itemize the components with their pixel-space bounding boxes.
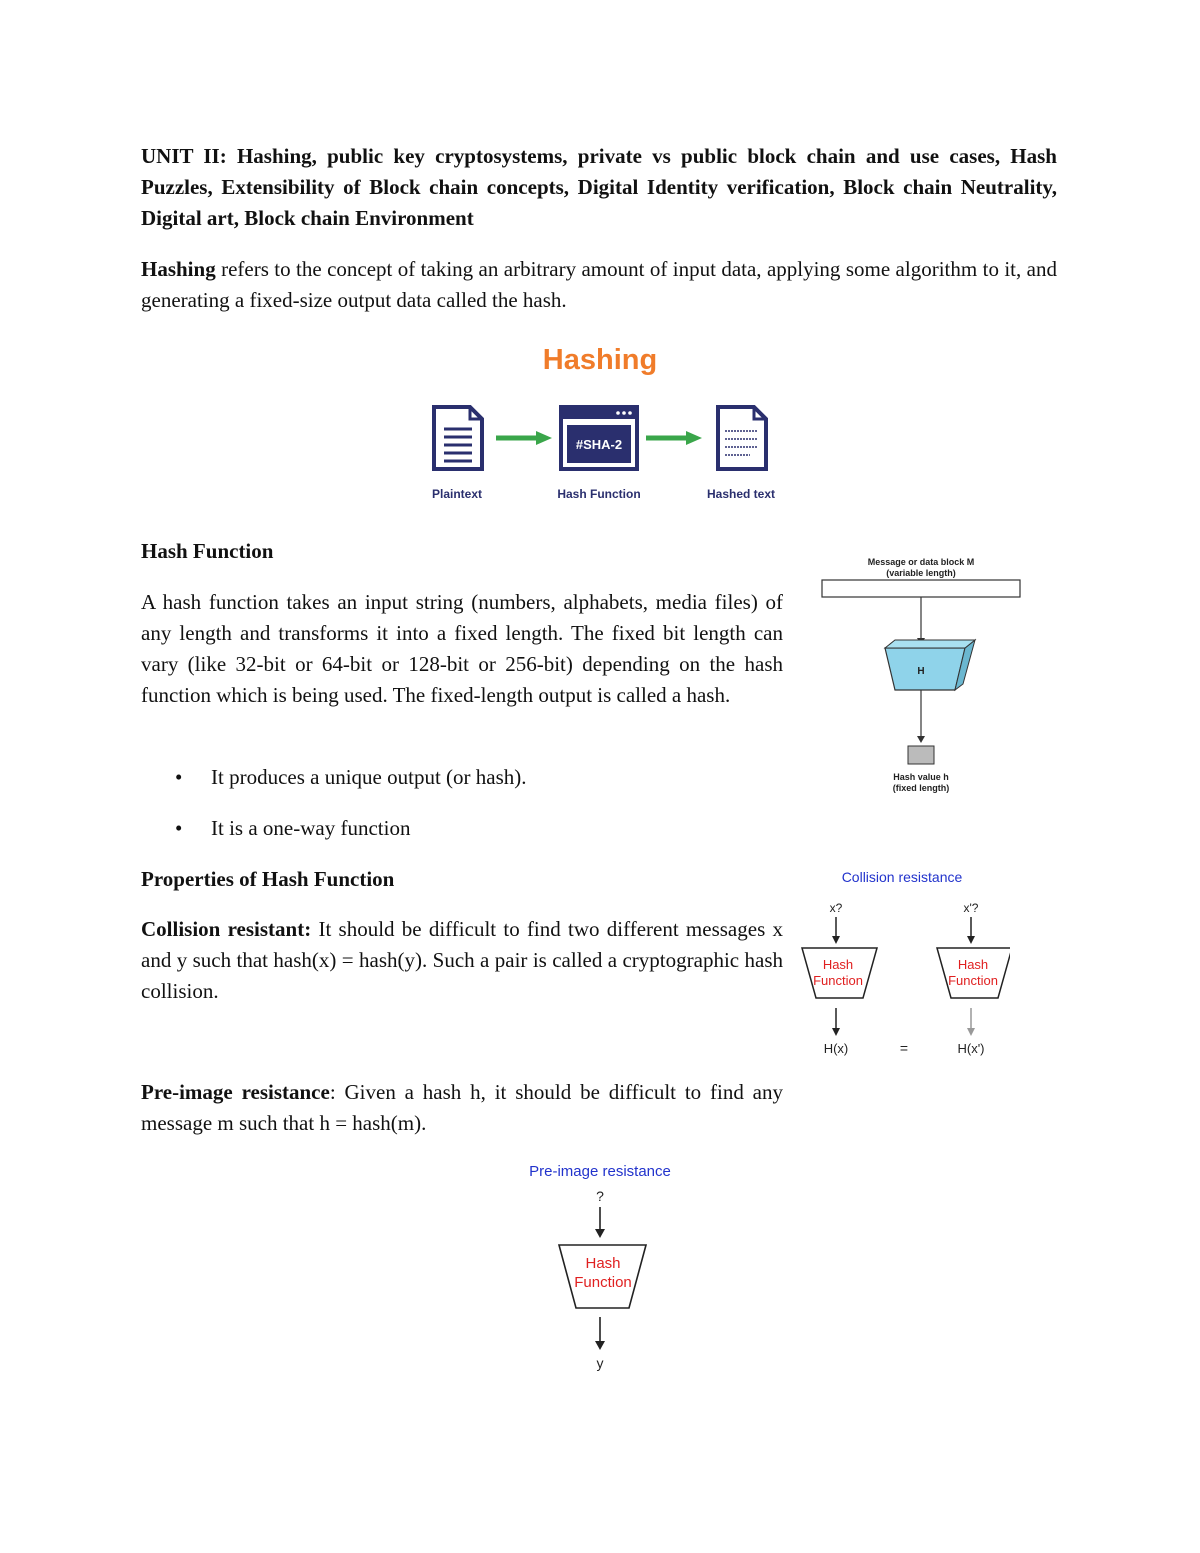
collision-left-output: H(x) (823, 1041, 849, 1056)
collision-right-input: x'? (963, 901, 979, 915)
collision-right-output: H(x') (957, 1041, 985, 1056)
hash-box-label: H (917, 666, 925, 677)
preimage-paragraph: Pre-image resistance: Given a hash h, it should be difficult to find any message m such that h = hash(m). (141, 1080, 783, 1135)
preimage-output: y (596, 1355, 604, 1371)
hash-box (885, 640, 975, 690)
collision-paragraph: Collision resistant: It should be difficult to find two different messages x and y such that hash(x) = hash(y). Such a pair is called a cryptographic hash collision. (141, 917, 783, 1003)
hash-value-sublabel: (fixed length) (892, 783, 950, 793)
hash-function-diagram (815, 550, 1030, 800)
hashed-text-caption: Hashed text (706, 487, 776, 501)
svg-text:Function: Function (948, 973, 998, 988)
collision-left-input: x? (829, 901, 843, 915)
arrow-right-icon (646, 431, 702, 445)
intro-paragraph (141, 254, 1057, 316)
bullet-list (175, 762, 775, 844)
svg-text:Hash: Hash (957, 957, 989, 972)
message-block (822, 580, 1020, 597)
plaintext-document-icon (434, 407, 482, 469)
bullet-symbol: • (175, 765, 183, 789)
collision-title: Collision resistance (841, 869, 963, 885)
collision-equals: = (899, 1040, 909, 1056)
hash-value-block (908, 746, 934, 764)
unit-heading: UNIT II: Hashing, public key cryptosystems, private vs public block chain and use cases, Hash Puzzles, Extensibility of Block chain concepts, Digital Identity verification, Block chain Neutrality, Digital art, Block chain Environment (141, 144, 1057, 230)
plaintext-caption: Plaintext (431, 487, 483, 501)
list-item: • It is a one-way function (175, 813, 775, 844)
hash-function-caption: Hash Function (557, 487, 641, 501)
svg-text:Hash: Hash (585, 1255, 621, 1272)
svg-text:Function: Function (574, 1274, 632, 1291)
preimage-input: ? (596, 1188, 604, 1204)
hash-function-window-icon (561, 407, 637, 469)
message-label: Message or data block M (867, 557, 975, 567)
preimage-title: Pre-image resistance (529, 1163, 671, 1180)
svg-text:Hash: Hash (822, 957, 854, 972)
hashing-figure (420, 335, 790, 510)
hash-function-paragraph: A hash function takes an input string (numbers, alphabets, media files) of any length and transforms it into a fixed length. The fixed bit length can vary (like 32-bit or 64-bit or 128-bit or 256-bit) depending on the hash function which is being used. The fixed-length output is called a hash. (141, 590, 783, 707)
list-item: • It produces a unique output (or hash). (175, 762, 775, 793)
hash-function-label: #SHA-2 (575, 437, 623, 452)
hash-value-label: Hash value h (893, 772, 949, 782)
hashed-document-icon (718, 407, 766, 469)
hashing-figure-title: Hashing (542, 344, 658, 376)
intro-text: refers to the concept of taking an arbitrary amount of input data, applying some algorithm to it, and generating a fixed-size output data called the hash. (141, 257, 1057, 312)
bullet-symbol: • (175, 816, 183, 840)
svg-text:Function: Function (813, 973, 863, 988)
message-sublabel: (variable length) (886, 568, 956, 578)
hash-function-heading: Hash Function (141, 539, 274, 563)
preimage-term: Pre-image resistance (141, 1080, 330, 1104)
properties-heading: Properties of Hash Function (141, 867, 395, 891)
collision-term: Collision resistant: (141, 917, 312, 941)
arrow-right-icon (496, 431, 552, 445)
preimage-diagram (515, 1157, 690, 1372)
intro-term: Hashing (141, 257, 216, 281)
collision-diagram (795, 862, 1010, 1062)
